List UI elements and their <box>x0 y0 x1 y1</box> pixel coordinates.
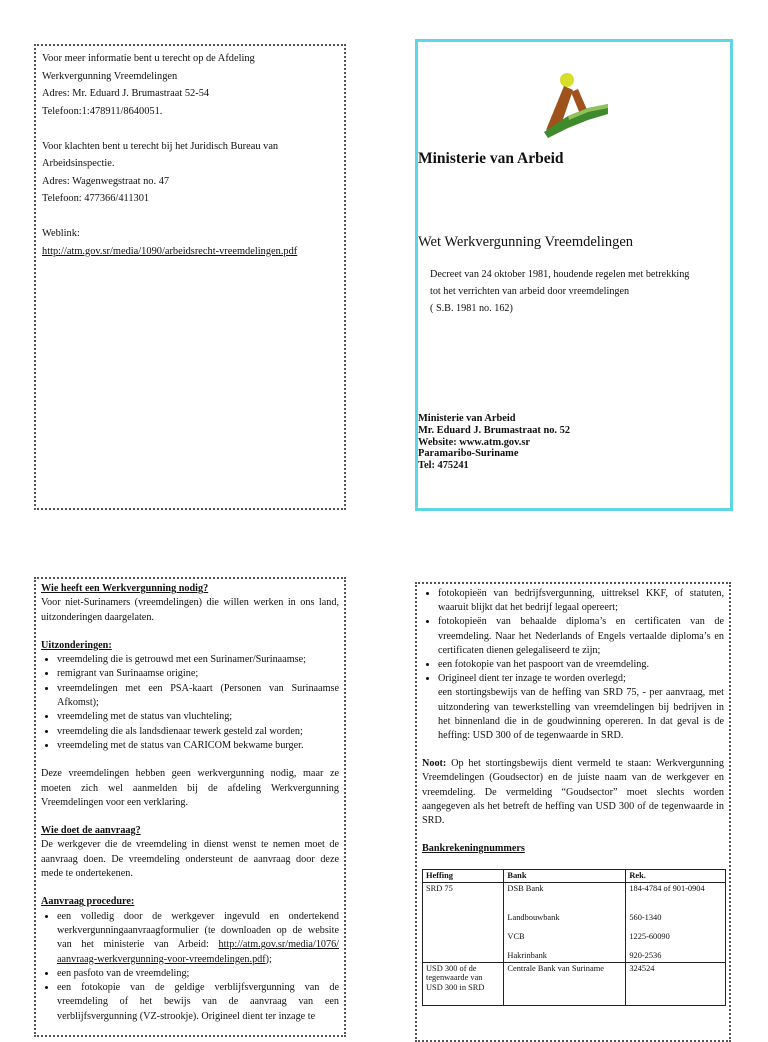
contact-line: Mr. Eduard J. Brumastraat no. 52 <box>418 424 571 436</box>
contact-line: Website: www.atm.gov.sr <box>418 436 530 448</box>
table-cell <box>504 883 626 963</box>
header-bank: Bank <box>504 870 626 883</box>
ministry-title: Ministerie van Arbeid <box>418 150 564 167</box>
procedure-item-end: ); <box>265 953 272 965</box>
account-number: 1225-60090 <box>629 932 670 942</box>
complaint-line: Telefoon: 477366/411301 <box>42 193 150 204</box>
complaint-line: Arbeidsinspectie. <box>42 158 115 169</box>
decree-line: tot het verrichten van arbeid door vreemdelingen <box>430 286 630 297</box>
procedure-list <box>41 910 339 1024</box>
form-link[interactable]: http://atm.gov.sr/media/1076/ aanvraag-werkvergunning-voor-vreemdelingen.pdf <box>57 939 339 965</box>
documents-list <box>422 587 724 743</box>
list-item: • een fotokopie van de geldige verblijfsvergunning van de vreemdeling of het bewijs van de aanvraag van een verblijfsvergunning (VZ-strookje). Origineel dient ter inzage te <box>57 981 339 1024</box>
table-header-row <box>423 870 726 883</box>
law-title: Wet Werkvergunning Vreemdelingen <box>418 234 634 250</box>
bank-name: Landbouwbank <box>507 913 560 923</box>
procedure-item-text: een volledig door de werkgever ingevuld en ondertekend werkvergunningaanvraagformulier (te downloaden op de website van het ministerie van Arbeid: <box>57 910 339 951</box>
procedure-heading: Aanvraag procedure: <box>41 896 135 908</box>
bank-accounts-table <box>422 869 726 1005</box>
list-item: • vreemdeling met de status van vluchteling; <box>57 710 339 724</box>
who-applies-text: De werkgever die de vreemdeling in dienst wenst te nemen moet de aanvraag doen. De vreemdeling ondersteunt de aanvraag door deze mede te ondertekenen. <box>41 839 339 880</box>
bank-name: VCB <box>507 932 525 942</box>
list-item: • fotokopieën van behaalde diploma’s en certificaten van de vreemdeling. Naar het Nederlands of Engels vertaalde diploma’s en certificaten dienen gelegaliseerd te zijn; <box>438 615 724 658</box>
list-item: • vreemdeling die als landsdienaar tewerk gesteld zal worden; <box>57 725 339 739</box>
list-item: • remigrant van Surinaamse origine; <box>57 667 339 681</box>
decree-line: ( S.B. 1981 no. 162) <box>430 303 513 314</box>
logo-sun <box>560 73 574 87</box>
table-cell: 324524 <box>626 962 726 1005</box>
contact-block <box>418 413 730 472</box>
who-needs-heading: Wie heeft een Werkvergunning nodig? <box>41 583 209 594</box>
weblink-url[interactable]: http://atm.gov.sr/media/1090/arbeidsrecht-vreemdelingen.pdf <box>42 245 298 257</box>
exceptions-note: Deze vreemdelingen hebben geen werkvergunning nodig, maar ze moeten zich wel aanmelden bij de afdeling Werkvergunning Vreemdelingen voor een verklaring. <box>41 768 339 808</box>
list-item: • een pasfoto van de vreemdeling; <box>57 967 339 981</box>
bank-accounts-heading: Bankrekeningnummers <box>422 843 525 855</box>
procedure-panel <box>415 582 731 1042</box>
exceptions-list <box>41 653 339 753</box>
table-cell: SRD 75 <box>423 883 504 963</box>
header-account: Rek. <box>626 870 726 883</box>
table-cell <box>626 883 726 963</box>
table-cell: USD 300 of de tegenwaarde van USD 300 in SRD <box>423 962 504 1005</box>
contact-line: Paramaribo-Suriname <box>418 448 519 460</box>
note-label: Noot: <box>422 758 447 770</box>
deposit-text: een stortingsbewijs van de heffing van SRD 75, - per aanvraag, met uitzondering van tewerkstelling van vreemdelingen bij bedrijven in het binnenland die in de goudwinning opereren. In dat geval is de heffing: USD 300 of de tegenwaarde in SRD. <box>438 687 724 742</box>
list-item: • fotokopieën van bedrijfsvergunning, uittreksel KKF, of statuten, waaruit blijkt dat het bedrijf legaal opereert; <box>438 587 724 615</box>
decree-line: Decreet van 24 oktober 1981, houdende regelen met betrekking <box>430 269 690 280</box>
bank-name: DSB Bank <box>507 884 544 894</box>
complaint-line: Voor klachten bent u terecht bij het Juridisch Bureau van <box>42 140 279 152</box>
complaint-line: Adres: Wagenwegstraat no. 47 <box>42 175 170 187</box>
account-number: 920-2536 <box>629 951 662 961</box>
weblink-label: Weblink: <box>42 228 80 239</box>
note-paragraph <box>422 757 724 828</box>
contact-line: Tel: 475241 <box>418 460 469 472</box>
list-item <box>57 910 339 967</box>
list-item <box>438 672 724 743</box>
list-item-text: Origineel dient ter inzage te worden overlegd; <box>438 673 626 685</box>
who-applies-heading: Wie doet de aanvraag? <box>41 825 141 837</box>
list-item: • vreemdeling met de status van CARICOM bekwame burger. <box>57 739 339 753</box>
list-item: • vreemdelingen met een PSA-kaart (Personen van Surinaamse Afkomst); <box>57 682 339 711</box>
ministry-logo-icon <box>538 70 610 138</box>
list-item: • een fotokopie van het paspoort van de vreemdeling. <box>438 658 724 672</box>
info-line: Telefoon:1:478911/8640051. <box>42 105 163 117</box>
info-line: Voor meer informatie bent u terecht op de Afdeling <box>42 53 255 64</box>
account-number: 184-4784 of 901-0904 <box>629 884 705 894</box>
list-item: • vreemdeling die is getrouwd met een Surinamer/Surinaamse; <box>57 653 339 667</box>
exceptions-heading: Uitzonderingen: <box>41 639 112 651</box>
info-line: Adres: Mr. Eduard J. Brumastraat 52-54 <box>42 88 210 99</box>
table-cell: Centrale Bank van Suriname <box>504 962 626 1005</box>
who-needs-text: Voor niet-Surinamers (vreemdelingen) die willen werken in ons land, uitzonderingen daargelaten. <box>41 597 339 623</box>
bank-name: Hakrinbank <box>507 951 547 961</box>
contact-line: Ministerie van Arbeid <box>418 413 516 424</box>
info-panel <box>34 44 346 510</box>
info-line: Werkvergunning Vreemdelingen <box>42 70 178 82</box>
decree-text <box>430 266 718 317</box>
account-number: 560-1340 <box>629 913 662 923</box>
table-row <box>423 883 726 963</box>
requirements-panel <box>34 577 346 1037</box>
header-heffing: Heffing <box>423 870 504 883</box>
note-text: Op het stortingsbewijs dient vermeld te staan: Werkvergunning Vreemdelingen (Goudsector) en de juiste naam van de werkgever en vreemdeling. De vermelding “Goudsector” moet slechts worden aangegeven als het betreft de heffing van USD 300 of de tegenwaarde in SRD. <box>422 758 724 827</box>
table-row <box>423 962 726 1005</box>
